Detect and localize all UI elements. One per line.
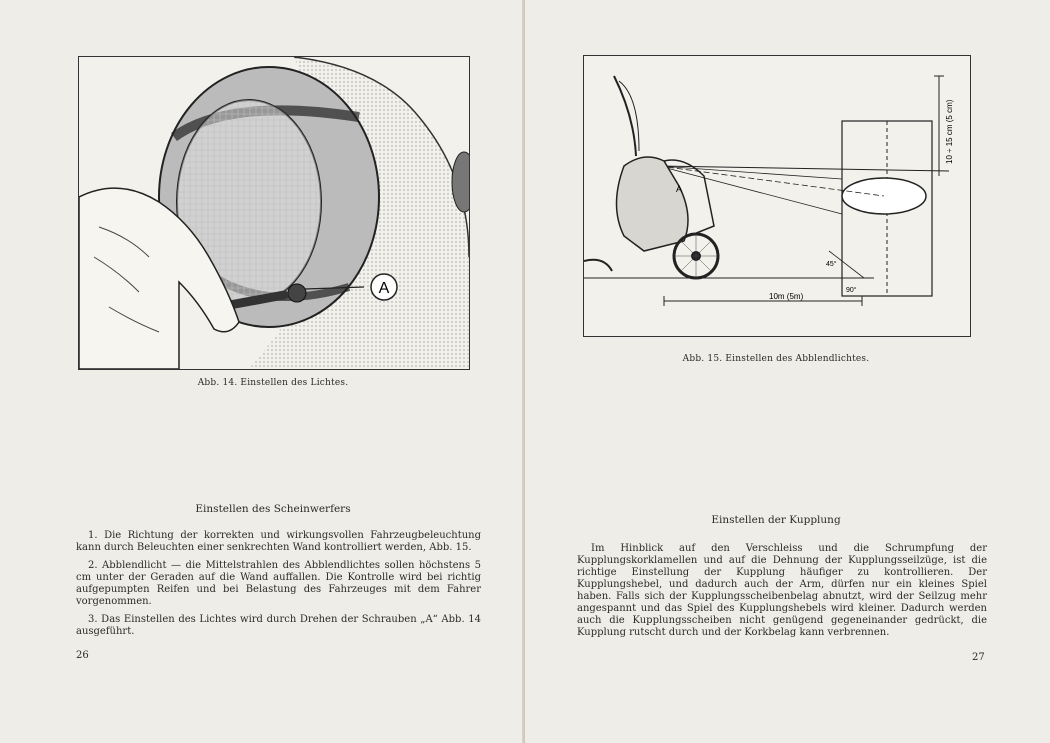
dimension-horizontal: 10m (5m): [769, 292, 804, 301]
right-page: [525, 0, 1050, 743]
section-heading-clutch: Einstellen der Kupplung: [711, 514, 841, 526]
figure-caption-14: Abb. 14. Einstellen des Lichtes.: [197, 378, 349, 388]
low-beam-drawing: [584, 56, 970, 336]
paragraph-1: 1. Die Richtung der korrekten und wirkungsvollen Fahrzeugbeleuchtung kann durch Beleuchten einer senkrechten Wand kontrolliert werden, Abb. 15.: [76, 530, 481, 553]
page-number-27: 27: [972, 652, 985, 663]
paragraph-2: 2. Abblendlicht — die Mittelstrahlen des Abblendlichtes sollen höchstens 5 cm unter der Geraden auf die Wand auffallen. Die Kontrolle wird bei richtig aufgepumpten Reifen und bei Belastung des Fahrzeuges mit dem Fahrer vorgenommen.: [76, 560, 481, 607]
paragraph-3: 3. Das Einstellen des Lichtes wird durch Drehen der Schrauben „A“ Abb. 14 ausgeführt.: [76, 614, 481, 637]
section-heading-headlight: Einstellen des Scheinwerfers: [195, 503, 351, 515]
page-number-26: 26: [76, 650, 89, 661]
figure-label-a: A: [378, 280, 390, 297]
dimension-vertical: 10 ÷ 15 cm (5 cm): [945, 99, 954, 164]
low-beam-diagram: [583, 55, 971, 337]
angle-label-90: 90°: [846, 287, 857, 294]
figure-caption-15: Abb. 15. Einstellen des Abblendlichtes.: [682, 354, 870, 364]
diagram-label-a: A: [676, 184, 683, 194]
headlight-illustration: [78, 56, 470, 370]
headlight-drawing: [79, 57, 469, 369]
angle-label-45: 45°: [826, 261, 837, 268]
paragraph-clutch: Im Hinblick auf den Verschleiss und die Schrumpfung der Kupplungskorklamellen und auf die Dehnung der Kupplungsseilzüge, ist die richtige Einstellung der Kupplung häufiger zu kontrollieren. Der Kupplungshebel, und dadurch auch der Arm, dürfen nur ein kleines Spiel haben. Falls sich der Kupplungsscheibenbelag abnutzt, wird der Seilzug mehr angespannt und das Spiel des Kupplungshebels wird kleiner. Dadurch werden auch die Kupplungsscheiben nicht genügend gegeneinander gedrückt, die Kupplung rutscht durch und der Korkbelag kann verbrennen.: [577, 543, 987, 638]
